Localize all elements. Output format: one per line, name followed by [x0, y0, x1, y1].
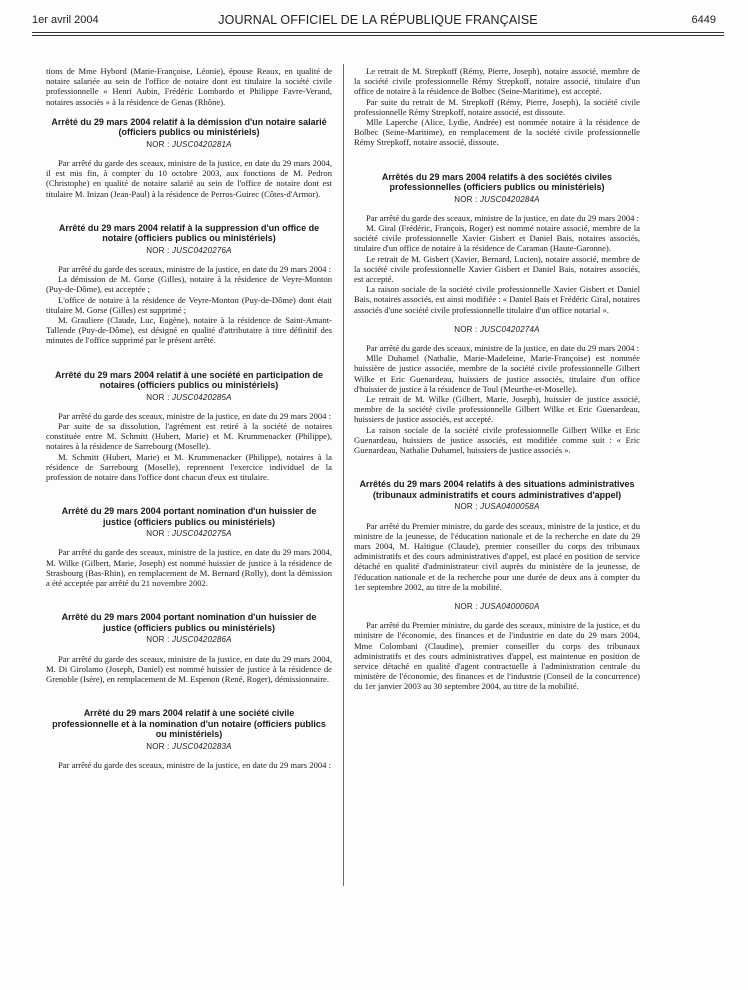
- nor-label: NOR :: [146, 741, 170, 751]
- article-paragraph: La démission de M. Gorse (Gilles), notaire à la résidence de Veyre-Monton (Puy-de-Dôme), est acceptée ;: [46, 274, 332, 295]
- article-title: Arrêté du 29 mars 2004 portant nomination d'un huissier de justice (officiers publics ou ministériels): [61, 612, 317, 633]
- nor-label: NOR :: [146, 139, 170, 149]
- article-participation-society: [46, 370, 332, 483]
- intro-paragraph: tions de Mme Hybord (Marie-Françoise, Léonie), épouse Reaux, en qualité de notaire salariée au sein de l'office de notaire dont est titulaire la société civile professionnelle « Henri Aubin, Frédéric Lombardo et Philippe Favre-Verand, notaires associés » à la résidence de Genas (Rhône).: [46, 66, 332, 107]
- article-paragraph: Le retrait de M. Strepkoff (Rémy, Pierre, Joseph), notaire associé, membre de la société civile professionnelle Rémy Strepkoff, notaire associé, titulaire d'un office de notaire à la résidence de Bolbec (Seine-Maritime), est accepté.: [354, 66, 640, 97]
- column-divider: [343, 64, 344, 886]
- nor-reference: [46, 742, 332, 752]
- article-bailiff-nomination-2: [46, 612, 332, 684]
- article-paragraph: Par arrêté du garde des sceaux, ministre de la justice, en date du 29 mars 2004 :: [58, 264, 331, 275]
- article-paragraph: La raison sociale de la société civile professionnelle Xavier Gisbert et Daniel Bais, notaires associés, est ainsi modifiée : « Daniel Bais et Frédéric Giral, notaires associés d'une société civile professionnelle titulaire d'un office notarial ».: [354, 284, 640, 315]
- nor-reference: [354, 195, 640, 205]
- header-rule: [32, 32, 724, 33]
- nor-code: JUSC0420281A: [171, 139, 232, 149]
- article-paragraph: Par arrêté du Premier ministre, du garde des sceaux, ministre de la justice, et du ministre de la jeunesse, de l'éducation nationale et de la recherche en date du 29 mars 2004, M. Haïtigue (Claude), premier conseiller du corps des tribunaux administratifs et des cours administratives d'appel, est placé en position de service détaché en qualité d'administrateur civil auprès du ministère de la jeunesse, de l'éducation nationale et de la recherche pour une durée de deux ans à compter du 1er septembre 2002, au titre de la mobilité.: [354, 520, 640, 592]
- article-paragraph: Par arrêté du garde des sceaux, ministre de la justice, en date du 29 mars 2004, M. Di Girolamo (Joseph, Daniel) est nommé huissier de justice à la résidence de Grenoble (Isère), en remplacement de M. Espenon (René, Roger), démissionnaire.: [46, 653, 332, 684]
- article-paragraph: M. Giral (Frédéric, François, Roger) est nommé notaire associé, membre de la société civile professionnelle Xavier Gisbert et Daniel Bais, notaires associés, titulaire d'un office de notaire à la résidence de Caraman (Haute-Garonne).: [354, 223, 640, 254]
- nor-label: NOR :: [454, 502, 478, 512]
- nor-code: JUSC0420286A: [171, 635, 232, 645]
- nor-code: JUSC0420276A: [171, 245, 232, 255]
- nor-code: JUSC0420283A: [171, 741, 232, 751]
- left-column: [46, 66, 332, 770]
- nor-label: NOR :: [146, 392, 170, 402]
- nor-reference: [354, 502, 640, 512]
- nor-label: NOR :: [146, 245, 170, 255]
- article-paragraph: Par arrêté du garde des sceaux, ministre de la justice, en date du 29 mars 2004, il est mis fin, à compter du 10 octobre 2003, aux fonctions de M. Pedron (Christophe) en qualité de notaire salarié au sein de l'office de notaire dont est titulaire M. Inizan (Jean-Paul) à la résidence de Perros-Guirec (Côtes-d'Armor).: [46, 158, 332, 199]
- nor-code: JUSC0420284A: [479, 194, 540, 204]
- article-title: Arrêté du 29 mars 2004 relatif à une société civile professionnelle et à la nomination d'un notaire (officiers publics ou ministériels): [52, 708, 326, 740]
- article-administrative-situations: [354, 479, 640, 592]
- nor-label: NOR :: [146, 635, 170, 645]
- journal-title: JOURNAL OFFICIEL DE LA RÉPUBLIQUE FRANÇAISE: [218, 13, 538, 27]
- article-administrative-situations-2: [354, 602, 640, 692]
- nor-code: JUSA0400058A: [480, 502, 540, 512]
- article-paragraph: Par suite du retrait de M. Strepkoff (Rémy, Pierre, Joseph), la société civile professionnelle Rémy Strepkoff, notaire associé, est dissoute.: [354, 96, 640, 117]
- continued-article: [354, 66, 640, 148]
- article-title: Arrêté du 29 mars 2004 relatif à une société en participation de notaires (officiers publics ou ministériels): [54, 369, 324, 391]
- nor-reference: [354, 325, 640, 335]
- article-paragraph: La raison sociale de la société civile professionnelle Gilbert Wilke et Eric Guenardeau, huissiers de justice associés, est modifiée comme suit : « Eric Guenardeau, Nathalie Duhamel, huissiers de justice associés ».: [354, 424, 640, 456]
- nor-label: NOR :: [454, 324, 478, 334]
- article-paragraph: M. Grauliere (Claude, Luc, Eugène), notaire à la résidence de Saint-Amant-Tallende (Puy-de-Dôme), est désigné en qualité d'attributaire à titre définitif des minutes de l'office supprimé par le présent arrêté.: [46, 315, 332, 346]
- page-header: [32, 14, 724, 30]
- nor-reference: [46, 246, 332, 256]
- article-civil-society-notary: [46, 708, 332, 770]
- nor-code: JUSC0420285A: [171, 392, 232, 402]
- article-civil-societies-2: [354, 325, 640, 455]
- nor-label: NOR :: [146, 529, 170, 539]
- right-column: [354, 66, 640, 692]
- article-title: Arrêté du 29 mars 2004 relatif à la suppression d'un office de notaire (officiers publics ou ministériels): [58, 222, 320, 244]
- nor-code: JUSA0400060A: [480, 601, 540, 611]
- nor-reference: [46, 529, 332, 539]
- nor-reference: [46, 140, 332, 150]
- nor-reference: [46, 393, 332, 403]
- nor-code: JUSC0420274A: [479, 324, 540, 334]
- nor-label: NOR :: [454, 194, 478, 204]
- article-paragraph: Par arrêté du Premier ministre, du garde des sceaux, ministre de la justice, et du ministre de l'économie, des finances et de l'industrie en date du 29 mars 2004, Mme Colombani (Claudine), premier conseiller du corps des tribunaux administratifs et des cours administratives d'appel, est maintenue en position de service détaché en qualité d'agent contractuelle à l'administration centrale du ministère de l'économie, des finances et de l'industrie (Conseil de la concurrence) du 1er janvier 2003 au 30 septembre 2004, au titre de la mobilité.: [354, 620, 640, 692]
- article-paragraph: Par arrêté du garde des sceaux, ministre de la justice, en date du 29 mars 2004 :: [366, 212, 639, 223]
- article-paragraph: Mlle Duhamel (Nathalie, Marie-Madeleine, Marie-Françoise) est nommée huissière de justice associée, membre de la société civile professionnelle Gilbert Wilke et Eric Guenardeau, huissiers de justice associés, titulaire d'un office d'huissier de justice à la résidence de Toul (Meurthe-et-Moselle).: [354, 353, 640, 394]
- nor-reference: [46, 635, 332, 645]
- article-paragraph: Par arrêté du garde des sceaux, ministre de la justice, en date du 29 mars 2004, M. Wilke (Gilbert, Marie, Joseph) est nommé huissier de justice à la résidence de Strasbourg (Bas-Rhin), en remplacement de M. Bernard (Rolly), dont la démission a été acceptée par arrêté du 21 novembre 2002.: [46, 547, 332, 589]
- article-title: Arrêtés du 29 mars 2004 relatifs à des situations administratives (tribunaux administratifs et cours administratives d'appel): [359, 479, 635, 500]
- article-paragraph: Par arrêté du garde des sceaux, ministre de la justice, en date du 29 mars 2004 :: [58, 410, 331, 421]
- header-rule-double: [32, 35, 724, 36]
- article-paragraph: M. Schmitt (Hubert, Marie) et M. Krummenacker (Philippe), notaires à la résidence de Sarrebourg (Moselle), reprennent l'exercice individuel de la profession de notaire dans l'office dont chacun d'eux est titulaire.: [46, 451, 332, 483]
- article-paragraph: Par arrêté du garde des sceaux, ministre de la justice, en date du 29 mars 2004 :: [366, 343, 639, 354]
- header-date: 1er avril 2004: [32, 14, 99, 26]
- article-paragraph: Par arrêté du garde des sceaux, ministre de la justice, en date du 29 mars 2004 :: [58, 759, 331, 770]
- article-paragraph: Mlle Laperche (Alice, Lydie, Andrée) est nommée notaire à la résidence de Bolbec (Seine-Maritime), en remplacement de la société civile professionnelle Rémy Strepkoff, notaire associé, dissoute.: [354, 117, 640, 148]
- article-paragraph: Le retrait de M. Gisbert (Xavier, Bernard, Lucien), notaire associé, membre de la société civile professionnelle Xavier Gisbert et Daniel Bais, notaires associés, est accepté.: [354, 253, 640, 285]
- nor-reference: [354, 602, 640, 612]
- article-title: Arrêté du 29 mars 2004 relatif à la démission d'un notaire salarié (officiers publics ou ministériels): [51, 116, 327, 138]
- article-resignation-notary: [46, 117, 332, 199]
- article-title: Arrêtés du 29 mars 2004 relatifs à des sociétés civiles professionnelles (officiers publics ou ministériels): [381, 171, 613, 193]
- article-office-suppression: [46, 223, 332, 346]
- article-title: Arrêté du 29 mars 2004 portant nomination d'un huissier de justice (officiers publics ou ministériels): [61, 506, 317, 527]
- article-paragraph: L'office de notaire à la résidence de Veyre-Monton (Puy-de-Dôme) dont était titulaire M. Gorse (Gilles) est supprimé ;: [46, 294, 332, 315]
- article-civil-societies: [354, 172, 640, 315]
- article-bailiff-nomination-1: [46, 506, 332, 588]
- article-paragraph: Le retrait de M. Wilke (Gilbert, Marie, Joseph), huissier de justice associé, membre de la société civile professionnelle Gilbert Wilke et Eric Guenardeau, huissiers de justice associés, est accepté.: [354, 394, 640, 425]
- nor-label: NOR :: [454, 601, 478, 611]
- nor-code: JUSC0420275A: [171, 529, 232, 539]
- article-paragraph: Par suite de sa dissolution, l'agrément est retiré à la société de notaires constituée entre M. Schmitt (Hubert, Marie) et M. Krummenacker (Philippe), notaires à la résidence de Sarrebourg (Moselle).: [46, 421, 332, 452]
- page-number: 6449: [691, 14, 716, 26]
